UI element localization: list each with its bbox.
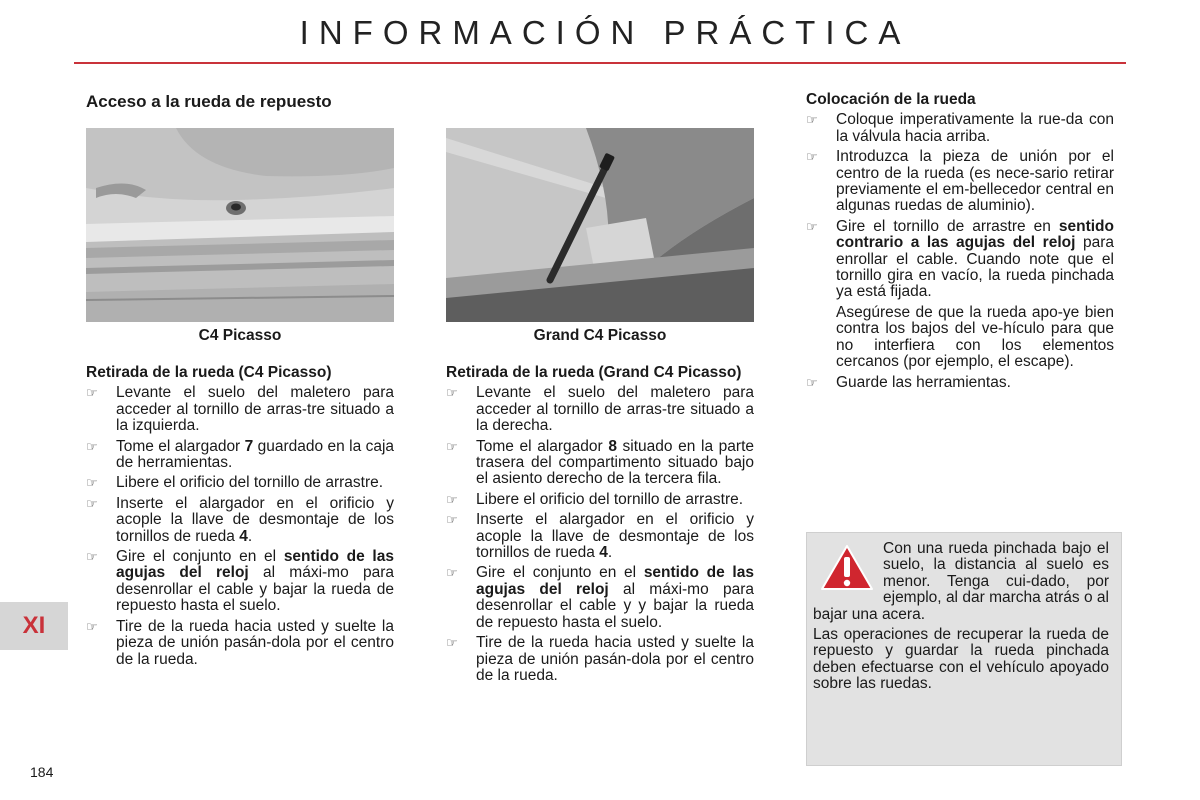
col3-step	[806, 112, 1114, 145]
pointing-hand-icon: ☞	[806, 112, 818, 128]
col3-step	[806, 219, 1114, 371]
page-number: 184	[30, 764, 54, 780]
col1-step	[86, 619, 394, 668]
col2-steps	[446, 385, 754, 684]
pointing-hand-icon: ☞	[446, 438, 458, 454]
col2-step	[446, 385, 754, 434]
col2-step	[446, 635, 754, 684]
col1-step	[86, 475, 394, 491]
warning-text-1: Con una rueda pinchada bajo el suelo, la distancia al suelo es menor. Tenga cui-dado, por ejemplo, al dar marcha atrás o al bajar una acera.	[813, 540, 1109, 623]
pointing-hand-icon: ☞	[446, 491, 458, 507]
photo-caption-right: Grand C4 Picasso	[533, 327, 667, 344]
section-title: Acceso a la rueda de repuesto	[86, 92, 332, 111]
col3-step	[806, 375, 1114, 391]
photo-caption-left: C4 Picasso	[198, 327, 282, 344]
step-text: Tome el alargador 7 guardado en la caja de herramientas.	[116, 437, 395, 472]
col3-heading: Colocación de la rueda	[806, 91, 976, 108]
pointing-hand-icon: ☞	[446, 565, 458, 581]
pointing-hand-icon: ☞	[446, 635, 458, 651]
pointing-hand-icon: ☞	[806, 374, 818, 390]
trunk-floor-photo-left	[86, 128, 394, 322]
step-text: Guarde las herramientas.	[836, 373, 1011, 391]
column-removal-c4-picasso	[86, 365, 394, 672]
step-text: Inserte el alargador en el orificio y acople la llave de desmontaje de los tornillos de rueda 4.	[116, 494, 394, 545]
step-text: Tome el alargador 8 situado en la parte trasera del compartimento situado bajo el asiento derecho de la tercera fila.	[476, 437, 755, 488]
step-text: Introduzca la pieza de unión por el centro de la rueda (es nece-sario retirar previamente el em-bellecedor central en algunas ruedas de aluminio).	[836, 148, 1114, 215]
pointing-hand-icon: ☞	[806, 149, 818, 165]
step-text: Tire de la rueda hacia usted y suelte la pieza de unión pasán-dola por el centro de la rueda.	[116, 617, 394, 668]
col2-step	[446, 512, 754, 561]
step-text: Gire el conjunto en el sentido de las agujas del reloj al máxi-mo para desenrollar el cable y y bajar la rueda de repuesto hasta el suelo.	[476, 564, 754, 631]
col1-step	[86, 385, 394, 434]
header-rule	[74, 62, 1126, 64]
pointing-hand-icon: ☞	[86, 385, 98, 401]
warning-exclamation-icon	[819, 543, 875, 593]
pointing-hand-icon: ☞	[446, 385, 458, 401]
col2-step	[446, 492, 754, 508]
warning-text-2: Las operaciones de recuperar la rueda de repuesto y guardar la rueda pinchada deben efectuarse con el vehículo apoyado sobre las ruedas.	[813, 626, 1109, 693]
col3-step	[806, 149, 1114, 215]
column-removal-grand-c4-picasso	[446, 365, 754, 688]
col1-step	[86, 439, 394, 472]
col1-step	[86, 549, 394, 615]
step-text: Tire de la rueda hacia usted y suelte la pieza de unión pasán-dola por el centro de la rueda.	[476, 634, 754, 684]
col2-step	[446, 439, 754, 488]
col1-step	[86, 496, 394, 545]
step-text: Asegúrese de que la rueda apo-ye bien contra los bajos del ve-hículo para que no interfiera con los elementos cercanos (por ejemplo, el escape).	[836, 303, 1114, 371]
column-wheel-placement	[806, 92, 1114, 395]
step-text: Libere el orificio del tornillo de arrastre.	[116, 474, 384, 492]
trunk-floor-photo-right	[446, 128, 754, 322]
photo-c4-picasso	[86, 128, 394, 322]
pointing-hand-icon: ☞	[86, 438, 98, 454]
step-text: Levante el suelo del maletero para acceder al tornillo de arras-tre situado a la derecha.	[476, 384, 754, 435]
pointing-hand-icon: ☞	[806, 218, 818, 234]
pointing-hand-icon: ☞	[446, 512, 458, 528]
step-text: Inserte el alargador en el orificio y acople la llave de desmontaje de los tornillos de rueda 4.	[476, 511, 754, 562]
page-title: INFORMACIÓN PRÁCTICA	[299, 14, 911, 51]
pointing-hand-icon: ☞	[86, 618, 98, 634]
chapter-tab: XI	[0, 602, 68, 650]
col1-steps	[86, 385, 394, 668]
pointing-hand-icon: ☞	[86, 549, 98, 565]
step-text: Libere el orificio del tornillo de arrastre.	[476, 490, 744, 508]
warning-box	[806, 532, 1122, 766]
step-text: Gire el conjunto en el sentido de las agujas del reloj al máxi-mo para desenrollar el cable y bajar la rueda de repuesto hasta el suelo.	[116, 548, 394, 615]
pointing-hand-icon: ☞	[86, 495, 98, 511]
col2-heading: Retirada de la rueda (Grand C4 Picasso)	[446, 364, 742, 381]
step-text: Coloque imperativamente la rue-da con la válvula hacia arriba.	[836, 111, 1114, 145]
step-text: Gire el tornillo de arrastre en sentido contrario a las agujas del reloj para enrollar el cable. Cuando note que el tornillo gira en vacío, la rueda pinchada ya está fijada.	[836, 217, 1114, 301]
step-text: Levante el suelo del maletero para acceder al tornillo de arras-tre situado a la izquierda.	[116, 384, 394, 435]
col2-step	[446, 565, 754, 631]
col3-steps	[806, 112, 1114, 391]
pointing-hand-icon: ☞	[86, 475, 98, 491]
col1-heading: Retirada de la rueda (C4 Picasso)	[86, 364, 332, 381]
photo-grand-c4-picasso	[446, 128, 754, 322]
